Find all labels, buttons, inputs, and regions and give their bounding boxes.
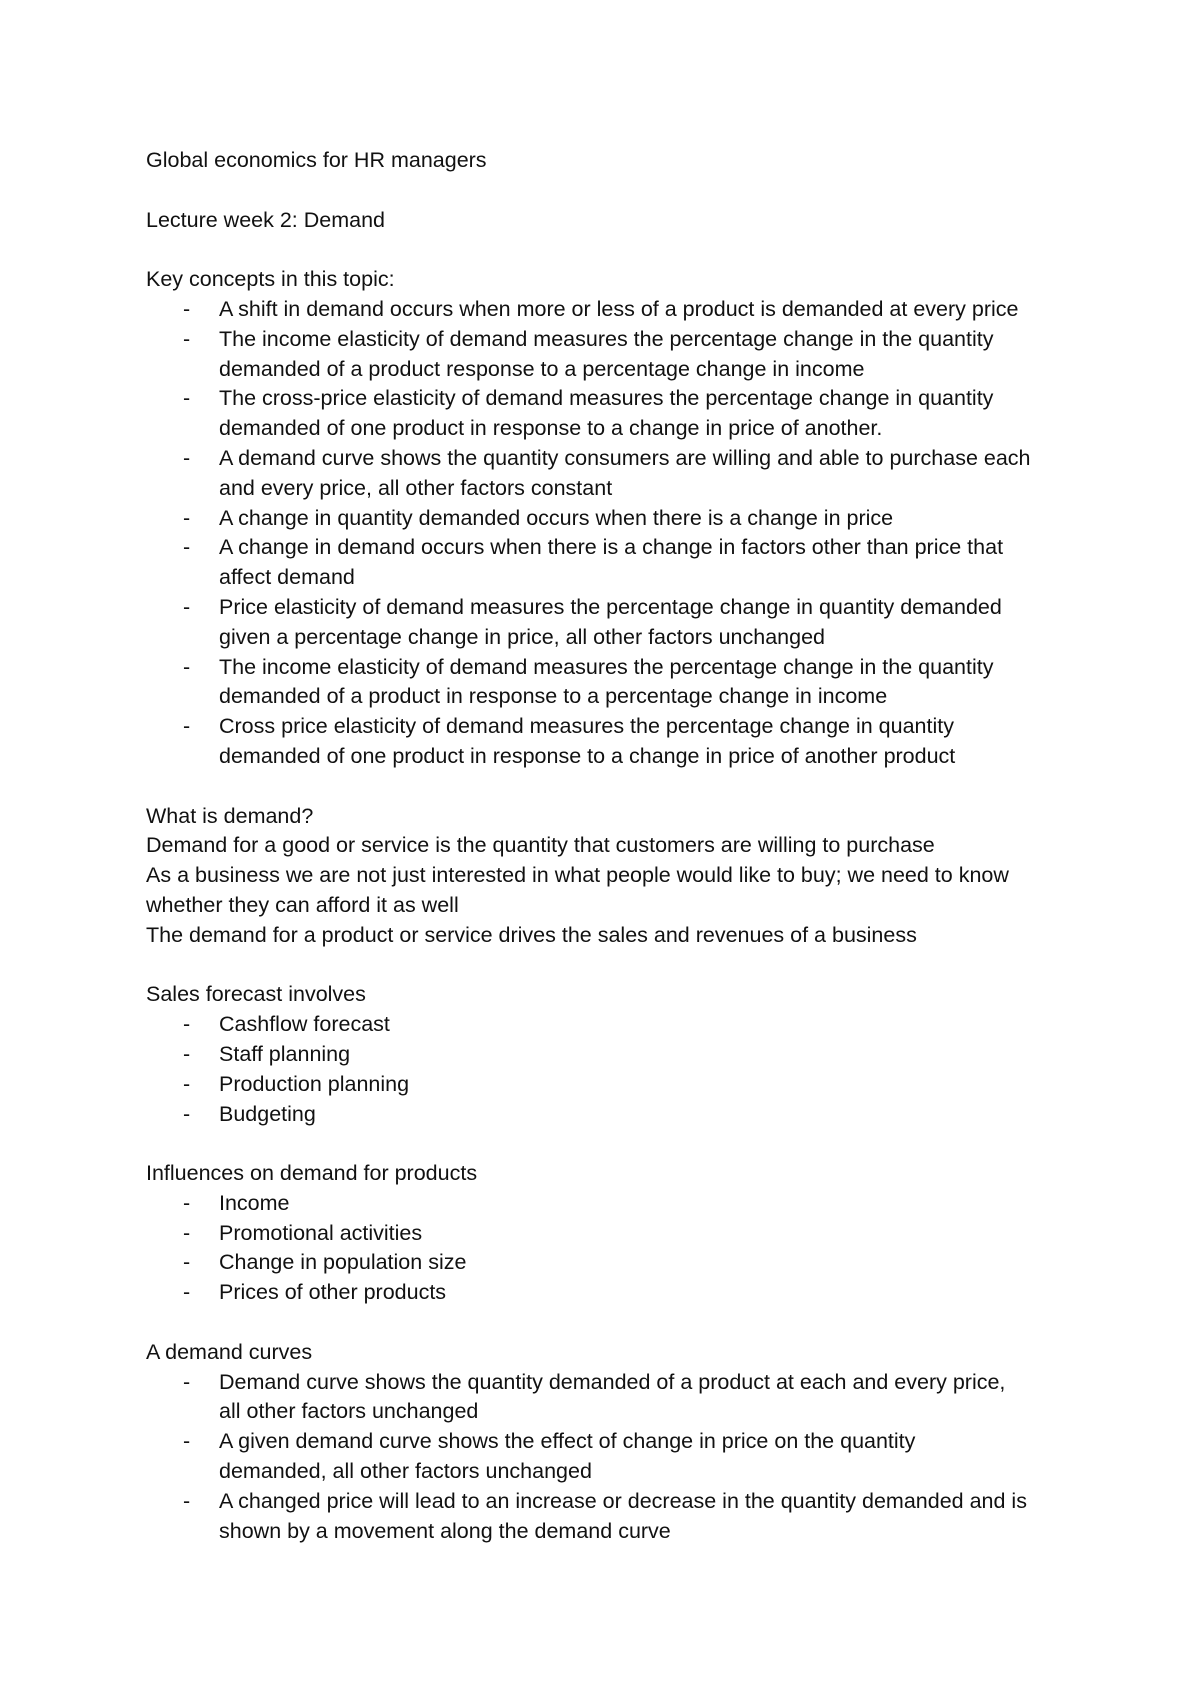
paragraph-line: whether they can afford it as well	[146, 892, 459, 917]
what-is-demand-section	[146, 802, 1066, 951]
list-item	[146, 1219, 1066, 1249]
key-concepts-section	[146, 265, 1066, 772]
document-title: Global economics for HR managers	[146, 148, 487, 172]
list-item	[146, 1368, 1066, 1428]
dash-bullet: -	[183, 296, 191, 321]
dash-bullet: -	[183, 1071, 191, 1096]
list-item-line: Change in population size	[219, 1250, 467, 1275]
demand-curves-heading: A demand curves	[146, 1339, 313, 1364]
list-item-line: demanded of one product in response to a change in price of another.	[219, 416, 883, 441]
list-item-line: demanded of one product in response to a change in price of another product	[219, 743, 956, 768]
lecture-subtitle: Lecture week 2: Demand	[146, 207, 386, 232]
list-item	[146, 444, 1066, 504]
demand-curves-list	[146, 1368, 1066, 1547]
spacer	[146, 176, 1066, 206]
list-item-line: A demand curve shows the quantity consumers are willing and able to purchase each	[219, 445, 1031, 470]
spacer	[146, 951, 1066, 981]
list-item	[146, 504, 1066, 534]
list-item-line: Income	[219, 1190, 290, 1215]
paragraph-line: As a business we are not just interested in what people would like to buy; we need to know	[146, 863, 1009, 888]
spacer	[146, 1308, 1066, 1338]
list-item-line: A shift in demand occurs when more or less of a product is demanded at every price	[219, 296, 1019, 321]
list-item-line: all other factors unchanged	[219, 1399, 479, 1424]
what-is-demand-heading: What is demand?	[146, 803, 314, 828]
sales-forecast-list	[146, 1010, 1066, 1129]
list-item-line: Cashflow forecast	[219, 1012, 390, 1037]
dash-bullet: -	[183, 594, 191, 619]
list-item-text	[219, 1487, 1066, 1547]
list-item	[146, 295, 1066, 325]
list-item-text	[219, 1427, 1066, 1487]
list-item-line: affect demand	[219, 565, 355, 590]
dash-bullet: -	[183, 1012, 191, 1037]
influences-section	[146, 1159, 1066, 1308]
dash-bullet: -	[183, 1369, 191, 1394]
sales-forecast-heading: Sales forecast involves	[146, 982, 366, 1007]
dash-bullet: -	[183, 1429, 191, 1454]
list-item-text	[219, 653, 1066, 713]
document-page	[146, 146, 1066, 1546]
spacer	[146, 1129, 1066, 1159]
list-item-text	[219, 1248, 1066, 1278]
list-item-line: and every price, all other factors constant	[219, 475, 613, 500]
list-item-text	[219, 1070, 1066, 1100]
dash-bullet: -	[183, 714, 191, 739]
list-item-text	[219, 533, 1066, 593]
list-item-text	[219, 712, 1066, 772]
list-item	[146, 384, 1066, 444]
list-item-text	[219, 444, 1066, 504]
paragraph-line: The demand for a product or service drives the sales and revenues of a business	[146, 922, 917, 947]
list-item-line: Price elasticity of demand measures the percentage change in quantity demanded	[219, 594, 1002, 619]
list-item-line: Demand curve shows the quantity demanded of a product at each and every price,	[219, 1369, 1006, 1394]
list-item-line: demanded, all other factors unchanged	[219, 1459, 592, 1484]
list-item-line: Production planning	[219, 1071, 410, 1096]
list-item-text	[219, 384, 1066, 444]
list-item	[146, 712, 1066, 772]
list-item-line: Prices of other products	[219, 1280, 447, 1305]
list-item	[146, 1100, 1066, 1130]
list-item-text	[219, 1189, 1066, 1219]
influences-heading: Influences on demand for products	[146, 1161, 478, 1186]
list-item	[146, 1487, 1066, 1547]
list-item-line: shown by a movement along the demand curve	[219, 1518, 671, 1543]
dash-bullet: -	[183, 1280, 191, 1305]
list-item	[146, 533, 1066, 593]
list-item-text	[219, 593, 1066, 653]
sales-forecast-section	[146, 980, 1066, 1129]
list-item	[146, 1070, 1066, 1100]
dash-bullet: -	[183, 1220, 191, 1245]
list-item-text	[219, 504, 1066, 534]
dash-bullet: -	[183, 1488, 191, 1513]
list-item-line: Staff planning	[219, 1041, 351, 1066]
list-item	[146, 1278, 1066, 1308]
list-item-line: A change in quantity demanded occurs when there is a change in price	[219, 505, 894, 530]
list-item-line: The cross-price elasticity of demand measures the percentage change in quantity	[219, 386, 994, 411]
list-item	[146, 593, 1066, 653]
dash-bullet: -	[183, 1250, 191, 1275]
list-item-line: Budgeting	[219, 1101, 316, 1126]
paragraph-line: Demand for a good or service is the quantity that customers are willing to purchase	[146, 833, 935, 858]
list-item-line: Cross price elasticity of demand measures the percentage change in quantity	[219, 714, 954, 739]
list-item	[146, 325, 1066, 385]
spacer	[146, 235, 1066, 265]
list-item-text	[219, 1219, 1066, 1249]
list-item-text	[219, 1040, 1066, 1070]
dash-bullet: -	[183, 1190, 191, 1215]
list-item-text	[219, 325, 1066, 385]
list-item	[146, 1010, 1066, 1040]
list-item	[146, 653, 1066, 713]
key-concepts-list	[146, 295, 1066, 772]
list-item-text	[219, 1278, 1066, 1308]
dash-bullet: -	[183, 326, 191, 351]
dash-bullet: -	[183, 505, 191, 530]
list-item-line: The income elasticity of demand measures the percentage change in the quantity	[219, 654, 994, 679]
influences-list	[146, 1189, 1066, 1308]
dash-bullet: -	[183, 654, 191, 679]
list-item-line: A change in demand occurs when there is a change in factors other than price that	[219, 535, 1004, 560]
dash-bullet: -	[183, 535, 191, 560]
demand-curves-section	[146, 1338, 1066, 1547]
list-item-line: A given demand curve shows the effect of change in price on the quantity	[219, 1429, 916, 1454]
list-item-text	[219, 295, 1066, 325]
list-item-text	[219, 1010, 1066, 1040]
list-item-line: A changed price will lead to an increase or decrease in the quantity demanded and is	[219, 1488, 1027, 1513]
list-item-line: The income elasticity of demand measures the percentage change in the quantity	[219, 326, 994, 351]
list-item-line: demanded of a product response to a percentage change in income	[219, 356, 865, 381]
list-item-line: demanded of a product in response to a percentage change in income	[219, 684, 888, 709]
list-item	[146, 1040, 1066, 1070]
spacer	[146, 772, 1066, 802]
dash-bullet: -	[183, 1041, 191, 1066]
list-item	[146, 1427, 1066, 1487]
list-item	[146, 1248, 1066, 1278]
list-item-text	[219, 1368, 1066, 1428]
list-item-line: Promotional activities	[219, 1220, 423, 1245]
list-item	[146, 1189, 1066, 1219]
list-item-line: given a percentage change in price, all other factors unchanged	[219, 624, 825, 649]
list-item-text	[219, 1100, 1066, 1130]
dash-bullet: -	[183, 445, 191, 470]
dash-bullet: -	[183, 1101, 191, 1126]
dash-bullet: -	[183, 386, 191, 411]
key-concepts-heading: Key concepts in this topic:	[146, 267, 395, 292]
